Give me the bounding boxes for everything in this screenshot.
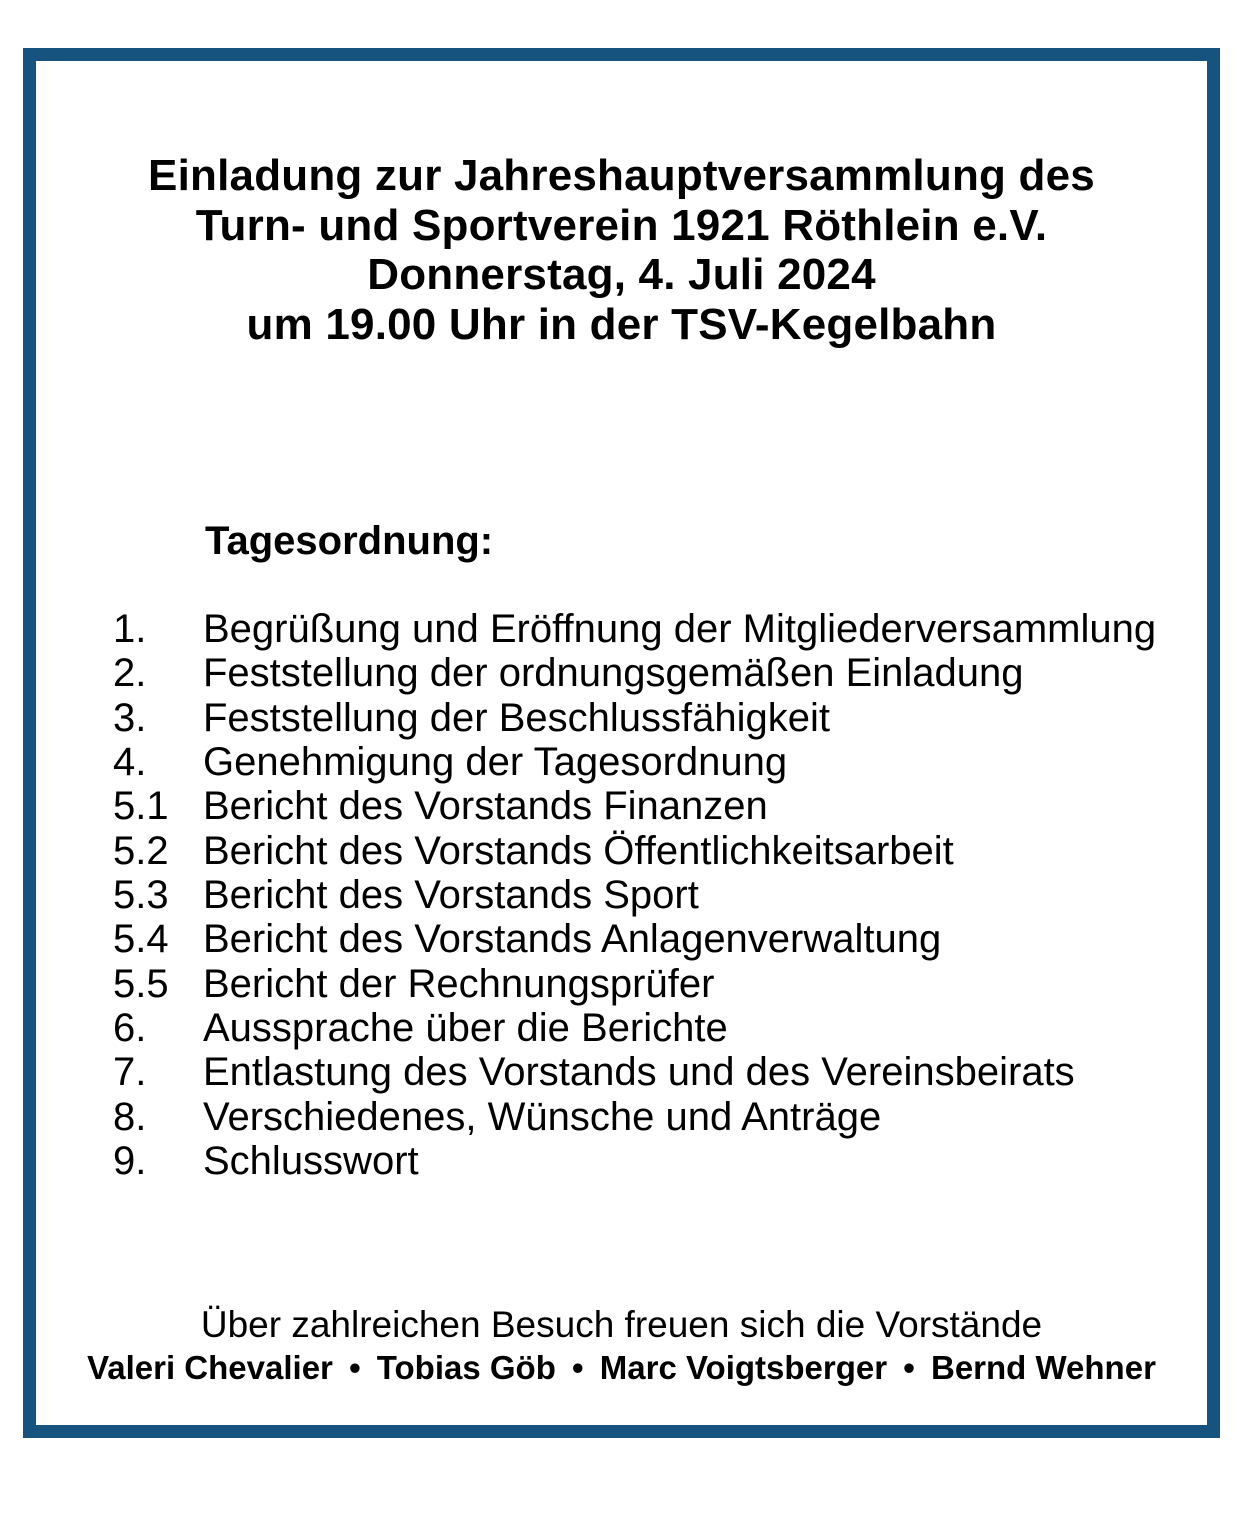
- agenda-item-text: Aussprache über die Berichte: [203, 1005, 728, 1050]
- invitation-title-line: Einladung zur Jahreshauptversammlung des: [148, 151, 1095, 200]
- agenda-item-number: 7.: [113, 1050, 147, 1095]
- agenda-item-number: 2.: [113, 651, 147, 696]
- agenda-item-number: 5.3: [113, 872, 169, 917]
- closing-invite-line: Über zahlreichen Besuch freuen sich die Vorstände: [200, 1304, 1043, 1345]
- agenda-list: [113, 607, 1187, 1183]
- board-member-name: Tobias Göb: [376, 1349, 556, 1386]
- agenda-item-number: 5.5: [113, 961, 169, 1006]
- name-separator: •: [903, 1349, 915, 1386]
- agenda-item: [113, 1095, 1187, 1139]
- agenda-item-text: Entlastung des Vorstands und des Vereinsbeirats: [203, 1050, 1075, 1095]
- agenda-item: [113, 607, 1187, 651]
- board-member-name: Marc Voigtsberger: [599, 1349, 888, 1386]
- invitation-border-frame: [23, 48, 1220, 1438]
- invitation-title-block: [36, 151, 1207, 349]
- board-members-line: [36, 1346, 1207, 1389]
- agenda-item: [113, 1139, 1187, 1183]
- agenda-item: [113, 962, 1187, 1006]
- agenda-item: [113, 651, 1187, 695]
- board-member-name: Valeri Chevalier: [87, 1349, 333, 1386]
- agenda-item-text: Feststellung der Beschlussfähigkeit: [203, 695, 830, 740]
- board-member-name: Bernd Wehner: [930, 1349, 1156, 1386]
- invitation-title-line: Donnerstag, 4. Juli 2024: [367, 250, 876, 300]
- agenda-item: [113, 740, 1187, 784]
- agenda-item-text: Verschiedenes, Wünsche und Anträge: [203, 1094, 882, 1139]
- agenda-item: [113, 873, 1187, 917]
- agenda-item: [113, 784, 1187, 828]
- agenda-item: [113, 696, 1187, 740]
- name-separator: •: [572, 1349, 584, 1386]
- agenda-item-text: Genehmigung der Tagesordnung: [203, 739, 788, 784]
- name-separator: •: [349, 1349, 361, 1386]
- agenda-item-text: Bericht des Vorstands Öffentlichkeitsarbeit: [203, 828, 954, 873]
- closing-block: [36, 1304, 1207, 1389]
- agenda-item: [113, 1050, 1187, 1094]
- agenda-item: [113, 1006, 1187, 1050]
- invitation-title-line: Turn- und Sportverein 1921 Röthlein e.V.: [195, 200, 1048, 250]
- agenda-item-text: Feststellung der ordnungsgemäßen Einladung: [203, 651, 1024, 696]
- agenda-item-number: 3.: [113, 695, 147, 740]
- agenda-item-number: 5.4: [113, 917, 169, 962]
- invitation-title-line: um 19.00 Uhr in der TSV-Kegelbahn: [246, 299, 997, 349]
- agenda-item-text: Begrüßung und Eröffnung der Mitgliederversammlung: [203, 607, 1157, 651]
- agenda-item-text: Bericht des Vorstands Sport: [203, 872, 699, 917]
- agenda-item-number: 1.: [113, 607, 147, 651]
- agenda-item-text: Bericht des Vorstands Finanzen: [203, 784, 768, 829]
- agenda-item-text: Schlusswort: [203, 1138, 419, 1183]
- agenda-item-number: 5.2: [113, 828, 169, 873]
- agenda-item-text: Bericht des Vorstands Anlagenverwaltung: [203, 917, 942, 962]
- agenda-item-number: 4.: [113, 739, 147, 784]
- agenda-item-number: 9.: [113, 1138, 147, 1183]
- agenda-item-number: 6.: [113, 1005, 147, 1050]
- agenda-item-number: 5.1: [113, 784, 169, 829]
- agenda-item: [113, 829, 1187, 873]
- agenda-heading: Tagesordnung:: [205, 519, 494, 563]
- agenda-item: [113, 917, 1187, 961]
- agenda-item-number: 8.: [113, 1094, 147, 1139]
- agenda-item-text: Bericht der Rechnungsprüfer: [203, 961, 715, 1006]
